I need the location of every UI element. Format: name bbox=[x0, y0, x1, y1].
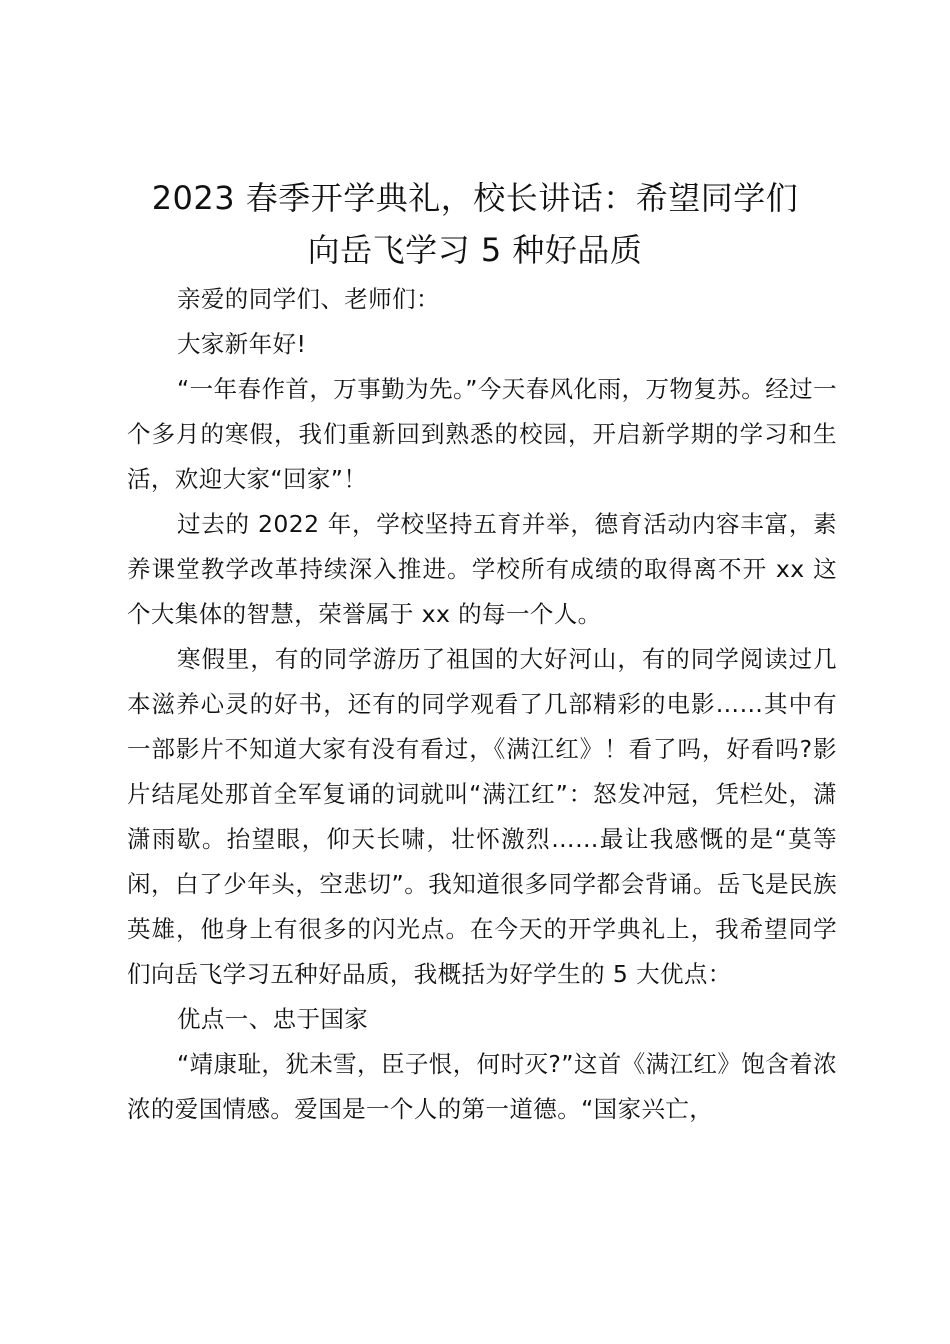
section-heading-loyalty: 优点一、忠于国家 bbox=[177, 1005, 369, 1033]
document-title bbox=[110, 172, 840, 276]
paragraph-new-year: 大家新年好! bbox=[177, 330, 307, 358]
paragraph-loyalty: “靖康耻，犹未雪，臣子恨，何时灭?”这首《满江红》饱含着浓浓的爱国情感。爱国是一个人的第一道德。“国家兴亡， bbox=[127, 1050, 837, 1123]
paragraph-spring-opening: “一年春作首，万事勤为先。”今天春风化雨，万物复苏。经过一个多月的寒假，我们重新回到熟悉的校园，开启新学期的学习和生活，欢迎大家“回家”！ bbox=[127, 375, 837, 493]
title-line-2: 向岳飞学习 5 种好品质 bbox=[307, 231, 643, 269]
title-line-1: 2023 春季开学典礼，校长讲话：希望同学们 bbox=[151, 179, 799, 217]
document-body bbox=[127, 277, 837, 1132]
paragraph-greeting: 亲爱的同学们、老师们： bbox=[177, 285, 440, 313]
paragraph-winter-break: 寒假里，有的同学游历了祖国的大好河山，有的同学阅读过几本滋养心灵的好书，还有的同学观看了几部精彩的电影……其中有一部影片不知道大家有没有看过，《满江红》！看了吗，好看吗?影片结尾处那首全军复诵的词就叫“满江红”：怒发冲冠，凭栏处，潇潇雨歇。抬望眼，仰天长啸，壮怀激烈……最让我感慨的是“莫等闲，白了少年头，空悲切”。我知道很多同学都会背诵。岳飞是民族英雄，他身上有很多的闪光点。在今天的开学典礼上，我希望同学们向岳飞学习五种好品质，我概括为好学生的 5 大优点： bbox=[127, 645, 837, 988]
paragraph-past-year: 过去的 2022 年，学校坚持五育并举，德育活动内容丰富，素养课堂教学改革持续深入推进。学校所有成绩的取得离不开 xx 这个大集体的智慧，荣誉属于 xx 的每一个人。 bbox=[127, 510, 837, 628]
